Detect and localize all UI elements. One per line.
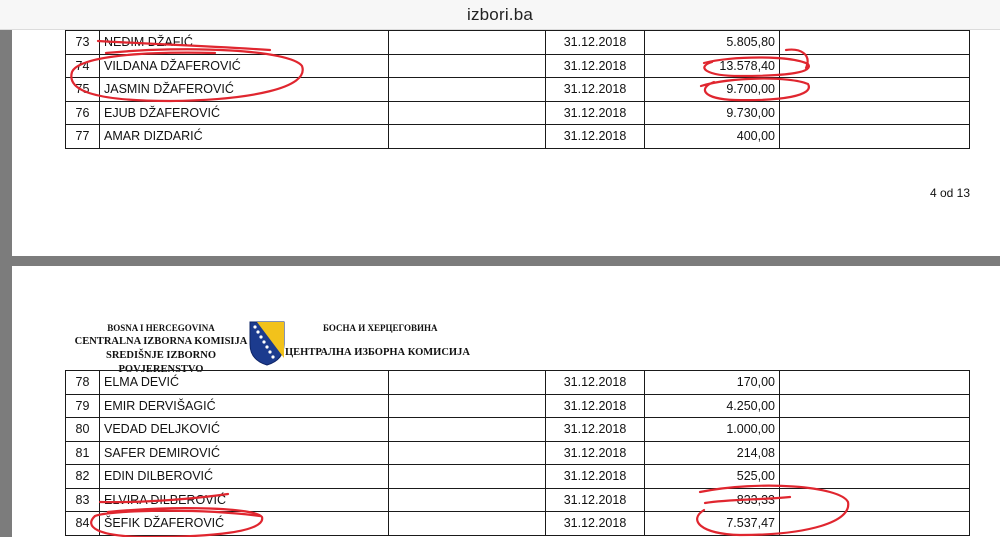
table-row	[66, 101, 970, 125]
empty-cell	[780, 418, 970, 442]
donor-name: SAFER DEMIROVIĆ	[100, 441, 389, 465]
donor-name: ŠEFIK DŽAFEROVIĆ	[100, 512, 389, 536]
empty-cell	[780, 371, 970, 395]
donations-table	[65, 370, 970, 536]
row-number: 74	[66, 54, 100, 78]
document-page-4	[12, 30, 1000, 256]
empty-cell	[780, 441, 970, 465]
table-row	[66, 512, 970, 536]
empty-cell	[780, 101, 970, 125]
donor-name: EMIR DERVIŠAGIĆ	[100, 394, 389, 418]
empty-cell	[389, 512, 546, 536]
row-number: 76	[66, 101, 100, 125]
row-number: 78	[66, 371, 100, 395]
empty-cell	[389, 394, 546, 418]
donation-date: 31.12.2018	[546, 512, 645, 536]
empty-cell	[389, 441, 546, 465]
donation-amount: 1.000,00	[645, 418, 780, 442]
donation-date: 31.12.2018	[546, 418, 645, 442]
table-row	[66, 54, 970, 78]
empty-cell	[389, 418, 546, 442]
empty-cell	[389, 488, 546, 512]
table-row	[66, 441, 970, 465]
donor-name: AMAR DIZDARIĆ	[100, 125, 389, 149]
donation-date: 31.12.2018	[546, 441, 645, 465]
row-number: 82	[66, 465, 100, 489]
institution-name-cyrillic	[285, 322, 470, 360]
donation-amount: 833,33	[645, 488, 780, 512]
donor-name: EJUB DŽAFEROVIĆ	[100, 101, 389, 125]
donation-date: 31.12.2018	[546, 488, 645, 512]
empty-cell	[389, 101, 546, 125]
empty-cell	[780, 54, 970, 78]
donation-amount: 525,00	[645, 465, 780, 489]
empty-cell	[389, 465, 546, 489]
donation-date: 31.12.2018	[546, 394, 645, 418]
empty-cell	[780, 512, 970, 536]
table-row	[66, 465, 970, 489]
row-number: 80	[66, 418, 100, 442]
table-row	[66, 394, 970, 418]
donation-date: 31.12.2018	[546, 465, 645, 489]
commission-name-croatian: SREDIŠNJE IZBORNO POVJERENSTVO	[106, 350, 216, 375]
donation-amount: 9.730,00	[645, 101, 780, 125]
empty-cell	[780, 465, 970, 489]
donation-date: 31.12.2018	[546, 101, 645, 125]
table-row	[66, 488, 970, 512]
donor-name: VILDANA DŽAFEROVIĆ	[100, 54, 389, 78]
donation-amount: 13.578,40	[645, 54, 780, 78]
empty-cell	[389, 125, 546, 149]
commission-name-cyrillic: ЦЕНТРАЛНА ИЗБОРНА КОМИСИЈА	[285, 347, 470, 358]
address-bar[interactable]	[0, 0, 1000, 30]
table-row	[66, 78, 970, 102]
page-number: 4 od 13	[929, 186, 970, 200]
country-name-cyrillic: БОСНА И ХЕРЦЕГОВИНА	[323, 323, 438, 333]
empty-cell	[389, 54, 546, 78]
empty-cell	[389, 31, 546, 55]
donation-date: 31.12.2018	[546, 54, 645, 78]
row-number: 84	[66, 512, 100, 536]
row-number: 77	[66, 125, 100, 149]
row-number: 81	[66, 441, 100, 465]
donation-amount: 9.700,00	[645, 78, 780, 102]
row-number: 79	[66, 394, 100, 418]
empty-cell	[389, 371, 546, 395]
document-page-5	[12, 266, 1000, 537]
empty-cell	[780, 78, 970, 102]
empty-cell	[780, 394, 970, 418]
table-row	[66, 125, 970, 149]
row-number: 73	[66, 31, 100, 55]
empty-cell	[389, 78, 546, 102]
table-row	[66, 371, 970, 395]
donation-amount: 214,08	[645, 441, 780, 465]
donation-date: 31.12.2018	[546, 31, 645, 55]
row-number: 75	[66, 78, 100, 102]
donor-name: EDIN DILBEROVIĆ	[100, 465, 389, 489]
empty-cell	[780, 125, 970, 149]
donation-amount: 7.537,47	[645, 512, 780, 536]
row-number: 83	[66, 488, 100, 512]
donor-name: NEDIM DŽAFIĆ	[100, 31, 389, 55]
donation-date: 31.12.2018	[546, 125, 645, 149]
donation-date: 31.12.2018	[546, 78, 645, 102]
table-row	[66, 31, 970, 55]
coat-of-arms-icon	[248, 320, 286, 366]
donation-amount: 5.805,80	[645, 31, 780, 55]
empty-cell	[780, 31, 970, 55]
donation-amount: 170,00	[645, 371, 780, 395]
donation-amount: 400,00	[645, 125, 780, 149]
donor-name: ELVIRA DILBEROVIĆ	[100, 488, 389, 512]
donations-table	[65, 30, 970, 149]
url-text: izbori.ba	[466, 4, 534, 24]
country-name-latin: BOSNA I HERCEGOVINA	[107, 323, 215, 333]
empty-cell	[780, 488, 970, 512]
donor-name: VEDAD DELJKOVIĆ	[100, 418, 389, 442]
donation-date: 31.12.2018	[546, 371, 645, 395]
donation-amount: 4.250,00	[645, 394, 780, 418]
commission-name-latin: CENTRALNA IZBORNA KOMISIJA	[74, 336, 248, 347]
donor-name: JASMIN DŽAFEROVIĆ	[100, 78, 389, 102]
institution-name-latin	[68, 322, 254, 377]
donor-name: ELMA DEVIĆ	[100, 371, 389, 395]
table-row	[66, 418, 970, 442]
